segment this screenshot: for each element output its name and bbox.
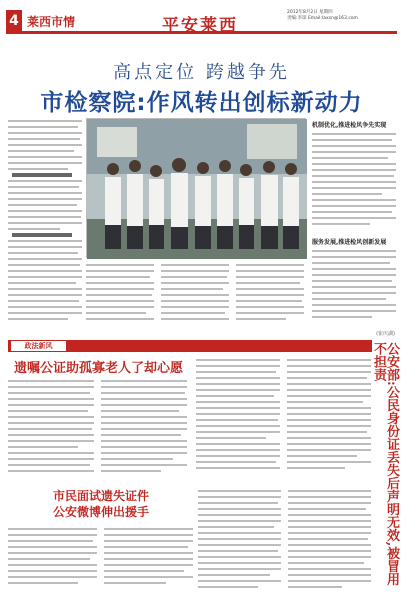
story4-title	[8, 488, 194, 520]
story5-body	[198, 488, 372, 592]
lead-subhead-2: 机制优化,推进检风争先实现	[312, 122, 387, 129]
story4-body	[8, 526, 194, 592]
lead-byline: (崔庆湖)	[376, 331, 395, 337]
law-news-tag: 政法新风	[11, 341, 66, 351]
lead-photo	[86, 118, 306, 258]
story4-title-line1: 市民面试遗失证件	[52, 489, 149, 503]
lead-column-left	[8, 118, 82, 328]
group-photo-image	[87, 119, 307, 259]
story4-title-line2: 公安微博伸出援手	[52, 505, 149, 519]
side-vertical-headline: 公安部:公民身份证丢失后声明无效,被冒用不担责	[371, 342, 399, 586]
page-number: 4	[6, 10, 22, 32]
story2-title: 遗嘱公证助孤寡老人了却心愿	[14, 361, 184, 376]
story3-body	[196, 357, 372, 477]
masthead	[6, 8, 397, 34]
paper-name: 平安莱西	[162, 16, 238, 36]
lead-column-right	[312, 118, 396, 328]
lead-subhead-3: 服务发展,推进检风创新发展	[312, 239, 387, 246]
text-lines	[8, 118, 82, 328]
law-news-bar	[8, 340, 372, 352]
story2-body	[8, 378, 188, 478]
text-lines	[196, 357, 372, 477]
lead-headline: 市检察院:作风转出创标新动力	[40, 90, 363, 116]
date-info	[287, 10, 397, 22]
text-lines	[198, 488, 372, 592]
editor-line: 责编:李琼 Email:laxsn@163.com	[287, 16, 358, 21]
text-lines	[312, 248, 396, 328]
date-line: 2012年8月2日 星期四	[287, 10, 333, 15]
section-title: 莱西市情	[27, 15, 76, 29]
text-lines	[86, 262, 306, 326]
lead-kicker: 高点定位 跨越争先	[113, 62, 290, 83]
text-lines	[8, 526, 194, 592]
text-lines	[312, 131, 396, 231]
text-lines	[8, 378, 188, 478]
lead-body-below-photo	[86, 262, 306, 326]
